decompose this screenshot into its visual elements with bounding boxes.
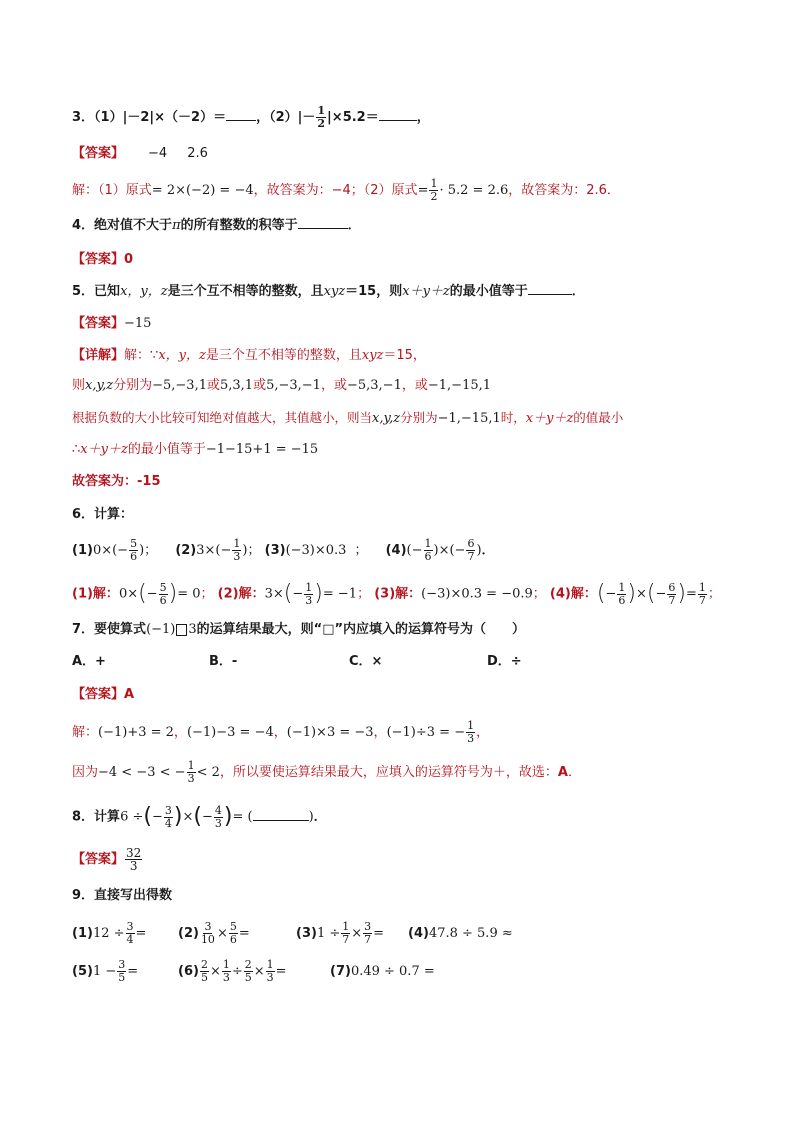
q5-d3g: 的值最小 (573, 410, 624, 425)
q6-item4-expr: (− (406, 543, 423, 558)
q5-d1e: xyz (361, 348, 384, 363)
paren-left: ( (143, 804, 152, 829)
q3-sol-end: ，故答案为：2.6． (508, 183, 620, 198)
q5-detail-line4 (72, 440, 318, 460)
q7-s1e: ， (273, 725, 287, 740)
q9-title: 直接写出得数 (94, 888, 173, 903)
q6-item3-label: (3) (264, 543, 286, 558)
item-frac (266, 959, 275, 984)
item-label: (4) (408, 926, 429, 941)
q5-xyz: xyz (323, 284, 346, 299)
q3-part2-bar: |－ (297, 110, 316, 125)
item-expr: 12 ÷ (92, 926, 125, 941)
answer-label: 【答案】 (72, 687, 125, 702)
frac-den: 3 (129, 859, 138, 873)
q6-item4-tail: ) (476, 543, 482, 558)
answer-label: 【答案】 (72, 146, 125, 161)
q3-sol-fraction (429, 178, 438, 203)
q5-d3e: 时， (500, 410, 526, 425)
q3-sep: ， (256, 110, 270, 125)
q3-part2-label: （2） (269, 110, 298, 125)
item-eq: = (135, 926, 147, 941)
paren-right: ) (314, 581, 323, 606)
q4-question (72, 216, 361, 236)
q3-blank-1 (226, 120, 256, 121)
q4-blank (298, 228, 348, 229)
q8-frac1 (164, 805, 173, 830)
q5-vars: x，y，z (120, 284, 168, 299)
q7-s1c: ， (173, 725, 187, 740)
q5-text1: 已知 (94, 284, 121, 299)
q5-text3: ＝15，则 (345, 284, 403, 299)
q5-detail-line1 (72, 346, 426, 366)
q8-question (72, 800, 327, 835)
q6-item4-frac1 (424, 538, 433, 563)
frac-num: 1 (187, 759, 195, 772)
semicolon: ； (200, 586, 214, 602)
q5-d1f: ＝15， (383, 348, 426, 363)
q4-pi: π (172, 218, 181, 233)
q5-text2: 是三个互不相等的整数，且 (167, 284, 324, 299)
frac-num: 4 (214, 803, 222, 817)
q6-sol1-result: = 0 (177, 586, 201, 602)
q8-e2: = ( (232, 809, 253, 825)
q9-question (72, 886, 172, 906)
q3-sol-expr1: = 2×(−2) = −4 (151, 183, 254, 198)
q7-options (72, 652, 522, 672)
frac-num: 6 (467, 537, 475, 550)
frac-den: 5 (244, 971, 252, 984)
q5-question (72, 282, 585, 302)
q5-d3c: 分别为 (400, 410, 438, 425)
frac-num: 1 (222, 958, 230, 971)
frac-num: 5 (130, 537, 138, 550)
semicolon: ； (354, 543, 368, 558)
q7-s2g: ． (567, 765, 581, 780)
q5-d4c: 的最小值等于 (127, 442, 206, 457)
frac-den: 4 (164, 816, 172, 830)
q6-question (72, 505, 133, 525)
q3-sol-p1: （1）原式 (98, 183, 152, 198)
q6-sol2-frac (304, 582, 313, 607)
q3-frac-num: 1 (317, 104, 326, 117)
q7-text2: 的运算结果最大，则“□”内应填入的运算符号为（ ） (196, 622, 526, 637)
q5-d1d: 是三个互不相等的整数，且 (205, 348, 362, 363)
q7-s1h: (−1)÷3 = − (386, 725, 466, 740)
semicolon: ； (144, 543, 158, 558)
frac-num: 3 (164, 803, 172, 817)
q7-s1g: ， (373, 725, 387, 740)
q3-sol-expr2: · 5.2 = 2.6 (439, 183, 509, 198)
q7-option-d[interactable]: D．÷ (487, 654, 522, 669)
q5-d2c: 分别为 (113, 378, 153, 393)
frac-den: 7 (668, 593, 676, 607)
answer-label: 【答案】 (72, 252, 125, 267)
q7-expr2: 3 (188, 622, 197, 637)
item-label: (2) (178, 926, 199, 941)
q6-number: 6． (72, 507, 95, 522)
q6-sol4-frac2 (667, 582, 676, 607)
q6-sol3-label: (3)解： (374, 586, 422, 602)
item-op: × (209, 964, 221, 979)
frac-num: 1 (342, 920, 350, 933)
q7-solution-line2 (72, 760, 581, 786)
q7-s2e: ，所以要使运算结果最大，应填入的运算符号为＋，故选： (219, 765, 558, 780)
q5-d3d: −1,−15,1 (437, 411, 501, 426)
q6-item4-mid: )×(− (433, 543, 466, 558)
frac-num: 1 (467, 719, 475, 732)
frac-den: 3 (305, 593, 313, 607)
frac-num: 6 (668, 580, 676, 594)
q6-item2-frac (232, 538, 241, 563)
frac-num: 1 (305, 580, 313, 594)
q7-answer-value: A (124, 687, 135, 702)
item-frac (229, 921, 238, 946)
q5-d2l: −1,−15,1 (427, 378, 492, 393)
q7-solution-line1 (72, 720, 489, 746)
paren-left: ( (646, 581, 656, 606)
q8-answer-frac (125, 847, 142, 872)
q7-s1f: (−1)×3 = −3 (286, 725, 374, 740)
q8-e1: 6 ÷ (120, 809, 144, 825)
q7-option-a[interactable]: A．+ (72, 654, 106, 669)
minus: − (292, 586, 304, 602)
q3-sol-prefix: 解： (72, 183, 99, 198)
item-label: (1) (72, 926, 93, 941)
answer-label: 【答案】 (72, 316, 125, 331)
q6-item4-label: (4) (385, 543, 407, 558)
frac-den: 6 (424, 550, 432, 563)
item-label: (7) (330, 964, 351, 979)
item-expr: 0.49 ÷ 0.7 = (350, 964, 435, 979)
q7-s1b: (−1)+3 = 2 (98, 725, 174, 740)
q5-d3f: x＋y＋z (525, 411, 574, 426)
q5-end: ． (571, 284, 585, 299)
times: × (182, 809, 194, 825)
q7-s1-frac (466, 720, 475, 745)
q5-d2i: ，或 (320, 378, 347, 393)
equals: = (685, 586, 697, 602)
item-frac (200, 959, 209, 984)
q7-s2c: < 2 (196, 765, 220, 780)
q3-answer-1: −4 (148, 146, 168, 161)
detail-label: 【详解】 (72, 348, 125, 363)
frac-den: 3 (214, 816, 222, 830)
q3-number: 3． (72, 110, 95, 125)
q3-part1-label: （1） (94, 110, 123, 125)
minus: − (201, 809, 213, 825)
item-frac (244, 959, 253, 984)
q6-sol1-expr: 0× (118, 586, 139, 602)
q7-s2-frac (187, 760, 196, 785)
frac-den: 7 (364, 933, 372, 946)
q3-end: ， (416, 110, 430, 125)
frac-num: 2 (200, 958, 208, 971)
minus: − (146, 586, 158, 602)
q4-number: 4． (72, 218, 95, 233)
paren-left: ( (283, 581, 293, 606)
frac-den: 3 (266, 971, 274, 984)
q3-answer-2: 2.6 (187, 146, 208, 161)
q7-option-c[interactable]: C．× (349, 654, 383, 669)
item-frac (363, 921, 372, 946)
q5-text4: 的最小值等于 (449, 284, 528, 299)
q5-d4d: −1−15+1 = −15 (205, 442, 319, 457)
q8-number: 8． (72, 809, 95, 825)
frac-num: 1 (698, 580, 706, 594)
q6-end: ． (481, 543, 495, 558)
q6-item2-label: (2) (175, 543, 197, 558)
paren-left: ( (138, 581, 147, 606)
q3-solution (72, 178, 620, 203)
q5-detail-line2 (72, 376, 491, 396)
frac-den: 10 (200, 933, 215, 946)
q6-title: 计算： (94, 507, 134, 522)
q3-fraction (316, 105, 326, 130)
q3-sol-frac-num: 1 (430, 177, 438, 190)
q6-sol4-result (698, 582, 707, 607)
minus: − (655, 586, 667, 602)
frac-num: 5 (229, 920, 237, 933)
q3-part1-expr: |－2|×（－2）＝ (122, 110, 227, 125)
q3-answer (72, 144, 208, 164)
semicolon: ； (707, 586, 721, 602)
item-label: (5) (72, 964, 93, 979)
q7-option-b[interactable]: B．- (209, 654, 238, 669)
q7-text1: 要使算式 (94, 622, 147, 637)
q7-question (72, 620, 525, 640)
q5-detail-line3 (72, 408, 623, 429)
frac-den: 6 (130, 550, 138, 563)
q6-sol2-label: (2)解： (217, 586, 265, 602)
frac-num: 3 (204, 920, 212, 933)
q7-s1d: (−1)−3 = −4 (186, 725, 274, 740)
q9-item6 (178, 958, 330, 986)
q4-end: ． (347, 218, 361, 233)
item-frac (117, 959, 126, 984)
item-op: ÷ (231, 964, 243, 979)
q8-e3: ) (308, 809, 314, 825)
q5-blank (528, 294, 572, 295)
q8-text1: 计算 (94, 809, 121, 825)
q5-d2j: −5,3,−1 (346, 378, 402, 393)
item-frac (200, 921, 216, 946)
q5-d4b: x＋y＋z (80, 442, 128, 457)
frac-num: 3 (364, 920, 372, 933)
q6-sol4-label: (4)解： (549, 586, 597, 602)
q5-d2a: 则 (72, 378, 86, 393)
item-expr: 1 − (92, 964, 117, 979)
q3-frac-den: 2 (317, 117, 326, 130)
frac-num: 5 (159, 580, 167, 594)
frac-den: 7 (467, 550, 475, 563)
frac-num: 3 (118, 958, 126, 971)
q7-number: 7． (72, 622, 95, 637)
q3-sol-eq: = (417, 183, 429, 198)
item-label: (3) (296, 926, 317, 941)
item-op: × (253, 964, 265, 979)
q6-item2-tail: ) (242, 543, 248, 558)
q4-text2: 的所有整数的积等于 (180, 218, 298, 233)
item-eq: = (275, 964, 287, 979)
q9-row1 (72, 920, 513, 948)
item-op: × (351, 926, 363, 941)
q5-d2d: −5,−3,1 (152, 378, 207, 393)
q5-d3a: 根据负数的大小比较可知绝对值越大，其值越小，则当 (72, 410, 373, 425)
paren-left: ( (193, 804, 202, 829)
q5-number: 5． (72, 284, 95, 299)
q7-s1a: 解： (72, 725, 99, 740)
q5-d2f: 5,3,1 (220, 378, 254, 393)
q5-d4a: ∴ (72, 442, 81, 457)
q9-item3 (296, 920, 408, 948)
paren-left: ( (596, 581, 606, 606)
q7-s2b: −4 < −3 < − (98, 765, 186, 780)
q9-row2 (72, 958, 435, 986)
q9-item7 (330, 964, 435, 979)
q5-d2b: x,y,z (85, 378, 114, 393)
q3-question (72, 105, 430, 130)
frac-den: 3 (233, 550, 241, 563)
q8-frac2 (214, 805, 223, 830)
semicolon: ； (357, 586, 371, 602)
frac-den: 7 (342, 933, 350, 946)
q9-item1 (72, 920, 178, 948)
q5-d1a: 解： (124, 348, 151, 363)
paren-right: ) (677, 581, 686, 606)
q7-expr1: (−1) (146, 622, 176, 637)
item-frac (341, 921, 350, 946)
item-op: × (216, 926, 228, 941)
q3-sol-frac-den: 2 (430, 190, 438, 203)
item-label: (6) (178, 964, 199, 979)
frac-den: 5 (200, 971, 208, 984)
q4-answer (72, 250, 133, 270)
q9-number: 9． (72, 888, 95, 903)
q6-sol3-expr: (−3)×0.3 = −0.9 (421, 586, 533, 602)
q6-sol4-frac1 (617, 582, 626, 607)
q6-items (72, 538, 495, 564)
q9-item2 (178, 920, 296, 948)
q3-part2-tail: |×5.2＝ (327, 110, 379, 125)
q5-d2e: 或 (206, 378, 220, 393)
minus: − (605, 586, 617, 602)
item-expr: 1 ÷ (316, 926, 341, 941)
q5-d3b: x,y,z (372, 411, 401, 426)
q8-answer (72, 843, 143, 877)
q7-s2a: 因为 (72, 765, 99, 780)
frac-den: 6 (618, 593, 626, 607)
frac-num: 2 (244, 958, 252, 971)
semicolon: ； (247, 543, 261, 558)
q6-item3-expr: (−3)×0.3 (285, 543, 347, 558)
q5-d1c: x，y，z (158, 348, 206, 363)
q5-d2g: 或 (253, 378, 267, 393)
paren-right: ) (627, 581, 636, 606)
q6-item1-expr: 0×(− (92, 543, 129, 558)
paren-right: ) (173, 804, 183, 829)
q5-d1b: ∵ (150, 348, 159, 363)
q5-answer (72, 314, 151, 334)
frac-den: 6 (229, 933, 237, 946)
q6-item1-label: (1) (72, 543, 93, 558)
item-eq: = (238, 926, 250, 941)
q6-item1-tail: ) (139, 543, 145, 558)
paren-right: ) (223, 804, 233, 829)
q6-item2-expr: 3×(− (196, 543, 232, 558)
q5-sum: x＋y＋z (402, 284, 450, 299)
q6-sol2-result: = −1 (322, 586, 358, 602)
q5-d2h: 5,−3,−1 (266, 378, 321, 393)
q5-d5: 故答案为：-15 (72, 474, 161, 489)
q4-text1: 绝对值不大于 (94, 218, 173, 233)
frac-den: 4 (126, 933, 134, 946)
frac-den: 7 (698, 593, 706, 607)
q5-d2k: ，或 (401, 378, 428, 393)
item-frac (222, 959, 231, 984)
frac-num: 1 (266, 958, 274, 971)
frac-den: 3 (222, 971, 230, 984)
frac-den: 3 (187, 772, 195, 785)
q3-sol-mid: ，故答案为：−4；（2）原式 (253, 183, 418, 198)
q6-item4-frac2 (466, 538, 475, 563)
item-eq: = (373, 926, 385, 941)
q6-item1-frac (129, 538, 138, 563)
frac-num: 1 (233, 537, 241, 550)
answer-label: 【答案】 (72, 852, 125, 867)
paren-right: ) (168, 581, 178, 606)
q5-answer-value: −15 (124, 316, 152, 331)
item-expr: 47.8 ÷ 5.9 ≈ (428, 926, 513, 941)
q4-answer-value: 0 (124, 252, 134, 267)
q9-item5 (72, 958, 178, 986)
q7-s1i: ， (476, 725, 490, 740)
frac-num: 32 (126, 846, 142, 860)
minus: − (151, 809, 163, 825)
frac-num: 1 (618, 580, 626, 594)
q6-solutions (72, 580, 721, 609)
q6-sol1-label: (1)解： (72, 586, 119, 602)
q3-blank-2 (379, 120, 417, 121)
q6-sol1-frac (159, 582, 168, 607)
item-frac (126, 921, 135, 946)
q7-s2f: A (557, 765, 568, 780)
times: × (635, 586, 647, 602)
q5-detail-line5 (72, 472, 161, 492)
q8-end: ． (313, 809, 327, 825)
frac-num: 1 (424, 537, 432, 550)
item-eq: = (127, 964, 139, 979)
frac-den: 6 (159, 593, 167, 607)
q9-item4 (408, 926, 513, 941)
q8-blank (253, 820, 309, 821)
q7-answer (72, 685, 134, 705)
frac-den: 5 (118, 971, 126, 984)
frac-den: 3 (467, 732, 475, 745)
semicolon: ； (532, 586, 546, 602)
frac-num: 3 (126, 920, 134, 933)
q6-sol2-expr: 3× (264, 586, 284, 602)
operator-box (176, 624, 187, 636)
